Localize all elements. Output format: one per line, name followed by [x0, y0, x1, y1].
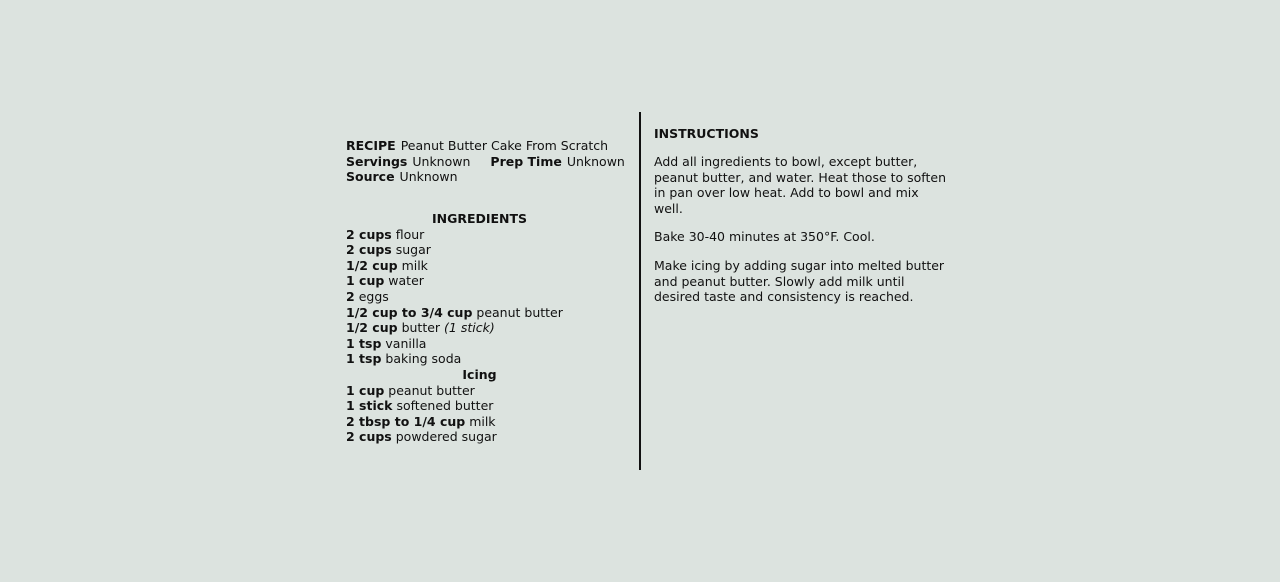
ingredient-item — [346, 414, 613, 430]
source-value: Unknown — [399, 169, 458, 185]
ingredient-item — [346, 383, 613, 399]
ingredient-quantity: 1 cup — [346, 382, 385, 398]
ingredient-item — [346, 398, 613, 414]
ingredient-name: milk — [469, 413, 496, 429]
ingredient-note: (1 stick) — [444, 320, 495, 336]
instruction-step: Bake 30-40 minutes at 350°F. Cool. — [654, 229, 875, 245]
ingredient-quantity: 2 cups — [346, 429, 392, 445]
column-divider — [639, 112, 641, 470]
ingredient-item — [346, 273, 613, 289]
instructions-body — [654, 154, 946, 318]
ingredient-quantity: 2 cups — [346, 242, 392, 258]
ingredients-heading: INGREDIENTS — [431, 211, 528, 226]
ingredient-item — [346, 227, 613, 243]
ingredient-quantity: 2 — [346, 288, 355, 304]
ingredient-item — [346, 258, 613, 274]
ingredient-quantity: 2 tbsp to 1/4 cup — [346, 413, 466, 429]
ingredient-name: butter — [401, 320, 441, 336]
ingredient-name: peanut butter — [476, 304, 563, 320]
ingredient-quantity: 1/2 cup — [346, 320, 398, 336]
instruction-step: Add all ingredients to bowl, except butter, peanut butter, and water. Heat those to soften in pan over low heat. Add to bowl and mix well. — [654, 154, 946, 216]
icing-ingredients-list — [346, 383, 613, 445]
servings-label: Servings — [346, 153, 408, 169]
ingredient-quantity: 1 stick — [346, 398, 393, 414]
ingredient-name: sugar — [395, 242, 431, 258]
ingredient-item — [346, 320, 613, 336]
instruction-step: Make icing by adding sugar into melted butter and peanut butter. Slowly add milk until desired taste and consistency is reached. — [654, 257, 945, 305]
instructions-heading: INSTRUCTIONS — [654, 126, 759, 141]
ingredient-name: vanilla — [385, 335, 427, 351]
ingredient-name: flour — [395, 226, 425, 242]
ingredient-item — [346, 351, 613, 367]
ingredient-name: softened butter — [396, 398, 494, 414]
ingredient-name: powdered sugar — [395, 429, 497, 445]
main-ingredients-list — [346, 227, 613, 367]
ingredient-item — [346, 429, 613, 445]
recipe-label: RECIPE — [346, 138, 396, 153]
ingredient-name: peanut butter — [388, 382, 475, 398]
prep-time-value: Unknown — [566, 153, 625, 169]
ingredients-section — [346, 211, 613, 445]
recipe-servings-row — [346, 154, 625, 170]
ingredient-quantity: 1/2 cup — [346, 257, 398, 273]
ingredient-quantity: 1 cup — [346, 273, 385, 289]
recipe-title: Peanut Butter Cake From Scratch — [400, 138, 609, 153]
recipe-meta — [346, 138, 625, 185]
ingredient-name: milk — [401, 257, 428, 273]
ingredient-name: water — [388, 273, 424, 289]
ingredient-item — [346, 305, 613, 321]
ingredient-quantity: 1 tsp — [346, 335, 382, 351]
prep-time-label: Prep Time — [490, 153, 562, 169]
servings-value: Unknown — [412, 153, 471, 169]
recipe-source-row — [346, 169, 625, 185]
icing-heading: Icing — [462, 366, 497, 382]
ingredient-name: eggs — [358, 288, 389, 304]
recipe-title-row — [346, 138, 625, 154]
ingredient-quantity: 1 tsp — [346, 351, 382, 367]
ingredient-quantity: 2 cups — [346, 226, 392, 242]
ingredient-name: baking soda — [385, 351, 462, 367]
source-label: Source — [346, 169, 395, 185]
recipe-card — [346, 112, 946, 470]
ingredient-quantity: 1/2 cup to 3/4 cup — [346, 304, 473, 320]
ingredient-item — [346, 242, 613, 258]
ingredient-item — [346, 289, 613, 305]
ingredient-item — [346, 336, 613, 352]
